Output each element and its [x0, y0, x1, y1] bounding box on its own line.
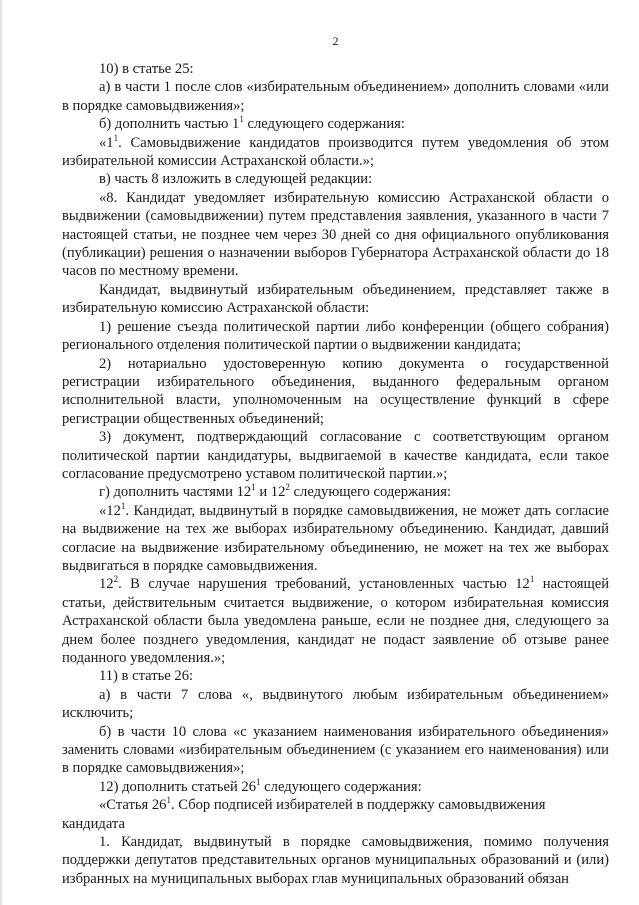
superscript: 2 [285, 482, 290, 493]
part-1-1 [62, 134, 609, 171]
list-item-2-text: 2) нотариально удостоверенную копию документа о государственной регистрации избирательного объединения, выданного федеральным органом исполнительной власти, уполномоченным на осуществление функций в сфере регистрации общественных объединений; [62, 355, 609, 427]
part-1-1-text-1: «1 [99, 134, 114, 151]
item-10-g-text-3: следующего содержания: [289, 484, 452, 501]
superscript: 1 [239, 114, 244, 125]
part-12-2 [62, 575, 609, 667]
item-11-b-text: б) в части 10 слова «с указанием наименования избирательного объединения» заменить словами «избирательным объединением (с указанием его наименования) или в порядке самовыдвижения»; [62, 723, 609, 777]
item-12-text-2: следующего содержания: [260, 778, 422, 795]
list-item-3-text: 3) документ, подтверждающий согласование с соответствующим органом политической партии кандидатуры, выдвигаемой в качестве кандидата, если такое согласование предусмотрено уставом политической партии.»; [62, 429, 609, 482]
list-item-1 [62, 318, 609, 355]
item-11-a [62, 686, 609, 723]
superscript: 1 [256, 776, 261, 787]
part-12-1-text-2: . Кандидат, выдвинутый в порядке самовыдвижения, не может дать согласие на выдвижение на тех же выборах избирательному объединению. Кандидат, давший согласие на выдвижение избирательному объединению, не может на тех же выборах выдвигаться в порядке самовыдвижения. [62, 502, 609, 574]
party-candidate-paragraph [62, 281, 609, 318]
superscript: 1 [251, 482, 256, 493]
part-1-1-text-2: . Самовыдвижение кандидатов производится путем уведомления об этом избирательной комиссии Астраханской области.»; [62, 134, 609, 170]
article-26-1-part-1 [62, 833, 609, 888]
list-item-1-text: 1) решение съезда политической партии либо конференции (общего собрания) регионального отделения политической партии о выдвижении кандидата; [62, 318, 609, 354]
article-26-1-title [62, 796, 609, 833]
item-10-a [62, 78, 609, 115]
part-8-text: «8. Кандидат уведомляет избирательную комиссию Астраханской области о выдвижении (самовыдвижении) путем представления заявления, указанного в части 7 настоящей статьи, не позднее чем через 30 дней со дня официального опубликования (публикации) решения о назначении выборов Губернатора Астраханской области до 18 часов по местному времени. [62, 189, 609, 280]
item-10-b-text-2: следующего содержания: [243, 116, 405, 133]
superscript: 1 [529, 574, 535, 585]
item-12-text-1: 12) дополнить статьей 26 [99, 778, 257, 795]
item-10-g-text-2: и 12 [255, 484, 286, 501]
item-10 [62, 60, 609, 78]
list-item-3 [62, 428, 609, 483]
item-10-b [62, 115, 609, 133]
item-10-b-text-1: б) дополнить частью 1 [99, 116, 240, 133]
part-8 [62, 189, 609, 281]
item-10-v-text: в) часть 8 изложить в следующей редакции: [99, 171, 373, 188]
article-26-1-title-text-1: «Статья 26 [99, 797, 167, 814]
item-11-a-text: а) в части 7 слова «, выдвинутого любым избирательным объединением» исключить; [62, 686, 609, 722]
page-number: 2 [332, 34, 339, 48]
party-candidate-text: Кандидат, выдвинутый избирательным объединением, представляет также в избирательную комиссию Астраханской области: [62, 281, 609, 317]
part-12-2-text-1: 12 [99, 576, 114, 593]
item-10-a-text: а) в части 1 после слов «избирательным объединением» дополнить словами «или в порядке самовыдвижения»; [62, 79, 609, 114]
part-12-2-text-3: настоящей статьи, действительным считается выдвижение, о котором избирательная комиссия Астраханской области была уведомлена раньше, если не позднее дня, следующего за днем более позднего уведомления, кандидат не подаст заявление об отзыве ранее поданного уведомления.»; [62, 576, 610, 666]
item-10-g-text-1: г) дополнить частями 12 [99, 484, 252, 501]
part-12-1 [62, 502, 609, 576]
item-10-v [62, 170, 609, 188]
superscript: 1 [113, 132, 119, 143]
article-26-1-title-text-2: . Сбор подписей избирателей в поддержку самовыдвижения кандидата [62, 797, 546, 832]
item-10-text: 10) в статье 25: [99, 61, 194, 77]
item-10-g [62, 483, 609, 501]
item-11-text: 11) в статье 26: [99, 668, 194, 685]
item-11-b [62, 723, 609, 778]
superscript: 2 [113, 574, 119, 585]
scan-edge [0, 0, 2, 905]
part-12-1-text-1: «12 [99, 502, 121, 519]
article-26-1-part-1-text: 1. Кандидат, выдвинутый в порядке самовыдвижения, помимо получения поддержки депутатов представительных органов муниципальных образований и (или) избранных на муниципальных выборах глав муниципальных образований обязан [62, 834, 609, 887]
list-item-2 [62, 355, 609, 429]
item-11 [62, 667, 609, 685]
superscript: 1 [120, 500, 126, 511]
part-12-2-text-2: . В случае нарушения требований, установленных частью 12 [118, 576, 530, 593]
superscript: 1 [166, 795, 171, 806]
item-12 [62, 778, 609, 796]
